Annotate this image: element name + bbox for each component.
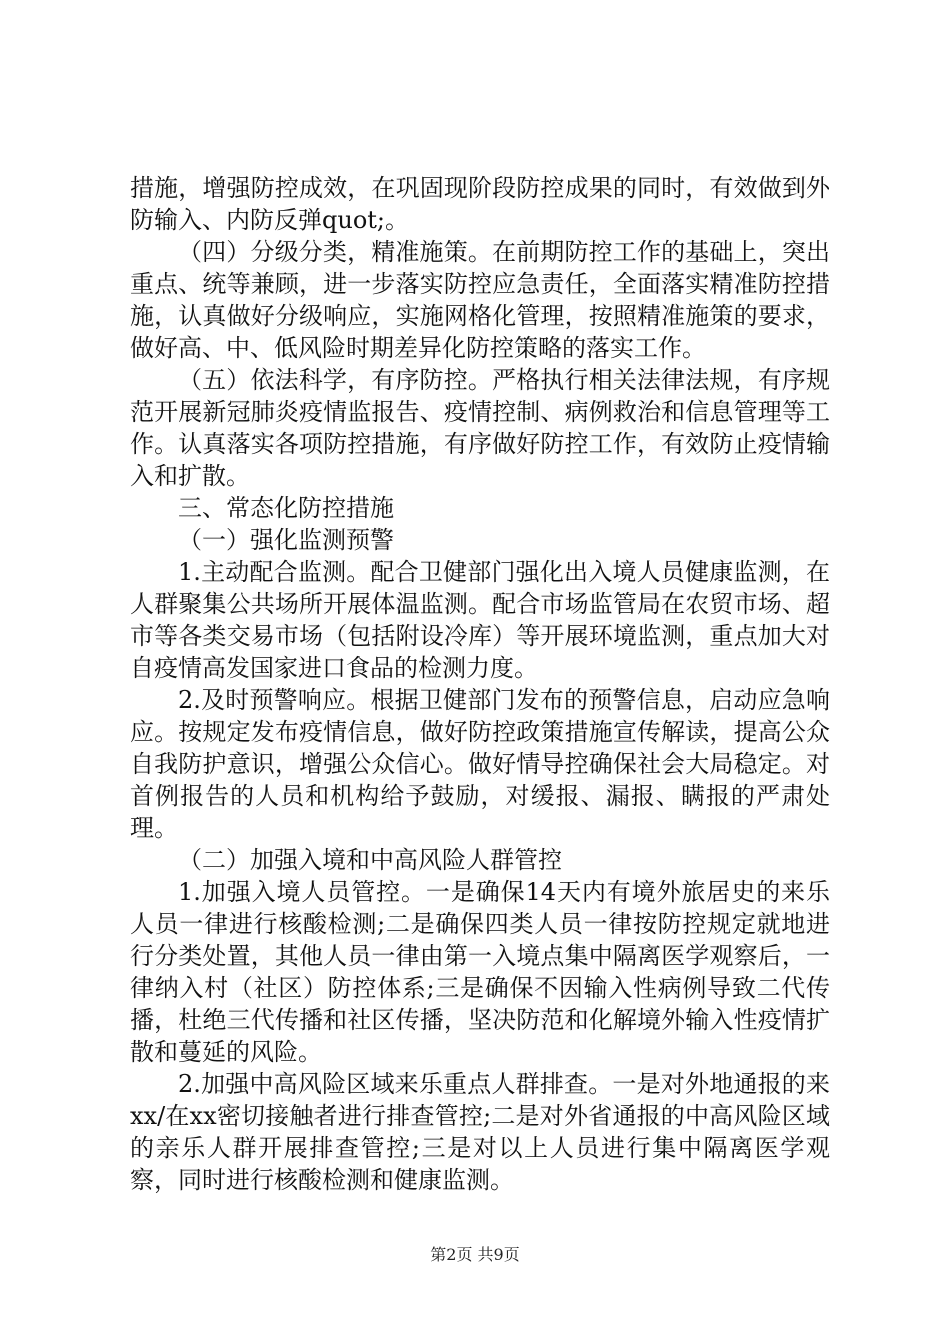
paragraph-6: 1.加强入境人员管控。一是确保14天内有境外旅居史的来乐人员一律进行核酸检测;二是确保四类人员一律按防控规定就地进行分类处置，其他人员一律由第一入境点集中隔离医学观察后，一律纳入村（社区）防控体系;三是确保不因输入性病例导致二代传播，杜绝三代传播和社区传播，坚决防范和化解境外输入性疫情扩散和蔓延的风险。 [130, 878, 830, 1066]
document-body [130, 172, 830, 1196]
page-footer: 第2页 共9页 [430, 1245, 520, 1264]
paragraph-3: （五）依法科学，有序防控。严格执行相关法律法规，有序规范开展新冠肺炎疫情监报告、疫情控制、病例救治和信息管理等工作。认真落实各项防控措施，有序做好防控工作，有效防止疫情输入和扩散。 [130, 366, 830, 490]
subsection-heading-1: （一）强化监测预警 [178, 526, 394, 554]
paragraph-7: 2.加强中高风险区域来乐重点人群排查。一是对外地通报的来xx/在xx密切接触者进行排查管控;二是对外省通报的中高风险区域的亲乐人群开展排查管控;三是对以上人员进行集中隔离医学观察，同时进行核酸检测和健康监测。 [130, 1070, 830, 1194]
subsection-heading-2: （二）加强入境和中高风险人群管控 [178, 846, 562, 874]
section-heading: 三、常态化防控措施 [178, 494, 394, 522]
paragraph-5: 2.及时预警响应。根据卫健部门发布的预警信息，启动应急响应。按规定发布疫情信息，做好防控政策措施宣传解读，提高公众自我防护意识，增强公众信心。做好情导控确保社会大局稳定。对首例报告的人员和机构给予鼓励，对缓报、漏报、瞒报的严肃处理。 [130, 686, 830, 842]
paragraph-4: 1.主动配合监测。配合卫健部门强化出入境人员健康监测，在人群聚集公共场所开展体温监测。配合市场监管局在农贸市场、超市等各类交易市场（包括附设冷库）等开展环境监测，重点加大对自疫情高发国家进口食品的检测力度。 [130, 558, 830, 682]
paragraph-1: 措施，增强防控成效，在巩固现阶段防控成果的同时，有效做到外防输入、内防反弹quot;。 [130, 174, 830, 234]
paragraph-2: （四）分级分类，精准施策。在前期防控工作的基础上，突出重点、统等兼顾，进一步落实防控应急责任，全面落实精准防控措施，认真做好分级响应，实施网格化管理，按照精准施策的要求，做好高、中、低风险时期差异化防控策略的落实工作。 [130, 238, 830, 362]
